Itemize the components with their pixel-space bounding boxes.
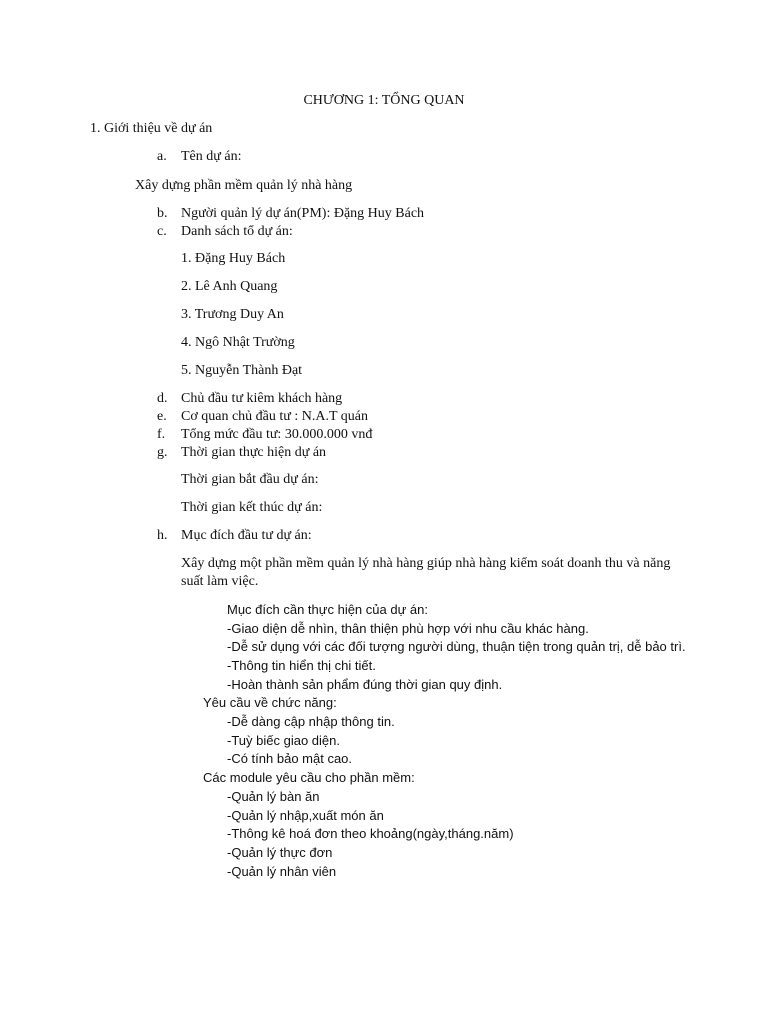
- team-member: 3. Trương Duy An: [181, 307, 284, 322]
- list-marker-g: g.: [157, 445, 168, 460]
- start-time: Thời gian bắt đầu dự án:: [181, 472, 319, 487]
- team-member: 4. Ngô Nhật Trường: [181, 335, 295, 350]
- team-member: 2. Lê Anh Quang: [181, 279, 278, 294]
- section-heading: 1. Giới thiệu về dự án: [90, 121, 213, 136]
- team-member: 5. Nguyễn Thành Đạt: [181, 363, 303, 378]
- list-marker-f: f.: [157, 427, 166, 442]
- module-item: -Quản lý bàn ăn: [227, 789, 320, 804]
- end-time: Thời gian kết thúc dự án:: [181, 500, 323, 515]
- goals-heading: Mục đích cần thực hiện của dự án:: [227, 602, 428, 617]
- team-member: 1. Đặng Huy Bách: [181, 251, 286, 266]
- investor: Chủ đầu tư kiêm khách hàng: [181, 391, 343, 406]
- project-name: Xây dựng phần mềm quản lý nhà hàng: [135, 178, 353, 193]
- project-name-label: Tên dự án:: [181, 149, 242, 164]
- investor-agency: Cơ quan chủ đầu tư : N.A.T quán: [181, 409, 368, 424]
- goal-item: -Thông tin hiển thị chi tiết.: [227, 658, 376, 673]
- goal-item: -Hoàn thành sản phẩm đúng thời gian quy định.: [227, 677, 503, 692]
- team-list-label: Danh sách tổ dự án:: [181, 224, 293, 239]
- total-investment: Tổng mức đầu tư: 30.000.000 vnđ: [181, 427, 373, 442]
- investment-purpose-label: Mục đích đầu tư dự án:: [181, 528, 312, 543]
- project-duration-label: Thời gian thực hiện dự án: [181, 445, 327, 460]
- requirements-heading: Yêu cầu về chức năng:: [203, 695, 337, 710]
- requirement-item: -Dễ dàng cập nhập thông tin.: [227, 714, 395, 729]
- list-marker-c: c.: [157, 224, 167, 239]
- purpose-text: suất làm việc.: [181, 574, 259, 589]
- requirement-item: -Tuỳ biếc giao diện.: [227, 733, 340, 748]
- goal-item: -Giao diện dễ nhìn, thân thiện phù hợp với nhu cầu khác hàng.: [227, 621, 589, 636]
- module-item: -Quản lý nhân viên: [227, 864, 337, 879]
- requirement-item: -Có tính bảo mật cao.: [227, 751, 353, 766]
- list-marker-d: d.: [157, 391, 168, 406]
- chapter-title: CHƯƠNG 1: TỔNG QUAN: [303, 93, 465, 108]
- modules-heading: Các module yêu cầu cho phần mềm:: [203, 770, 415, 785]
- list-marker-e: e.: [157, 409, 167, 424]
- module-item: -Quản lý nhập,xuất món ăn: [227, 808, 384, 823]
- purpose-text: Xây dựng một phần mềm quản lý nhà hàng giúp nhà hàng kiểm soát doanh thu và năng: [181, 556, 671, 571]
- list-marker-b: b.: [157, 206, 168, 221]
- list-marker-a: a.: [157, 149, 167, 164]
- list-marker-h: h.: [157, 528, 168, 543]
- project-manager: Người quản lý dự án(PM): Đặng Huy Bách: [181, 206, 425, 221]
- goal-item: -Dễ sử dụng với các đối tượng người dùng, thuận tiện trong quản trị, dễ bảo trì.: [227, 639, 686, 654]
- module-item: -Quản lý thực đơn: [227, 845, 333, 860]
- module-item: -Thông kê hoá đơn theo khoảng(ngày,tháng.năm): [227, 826, 514, 841]
